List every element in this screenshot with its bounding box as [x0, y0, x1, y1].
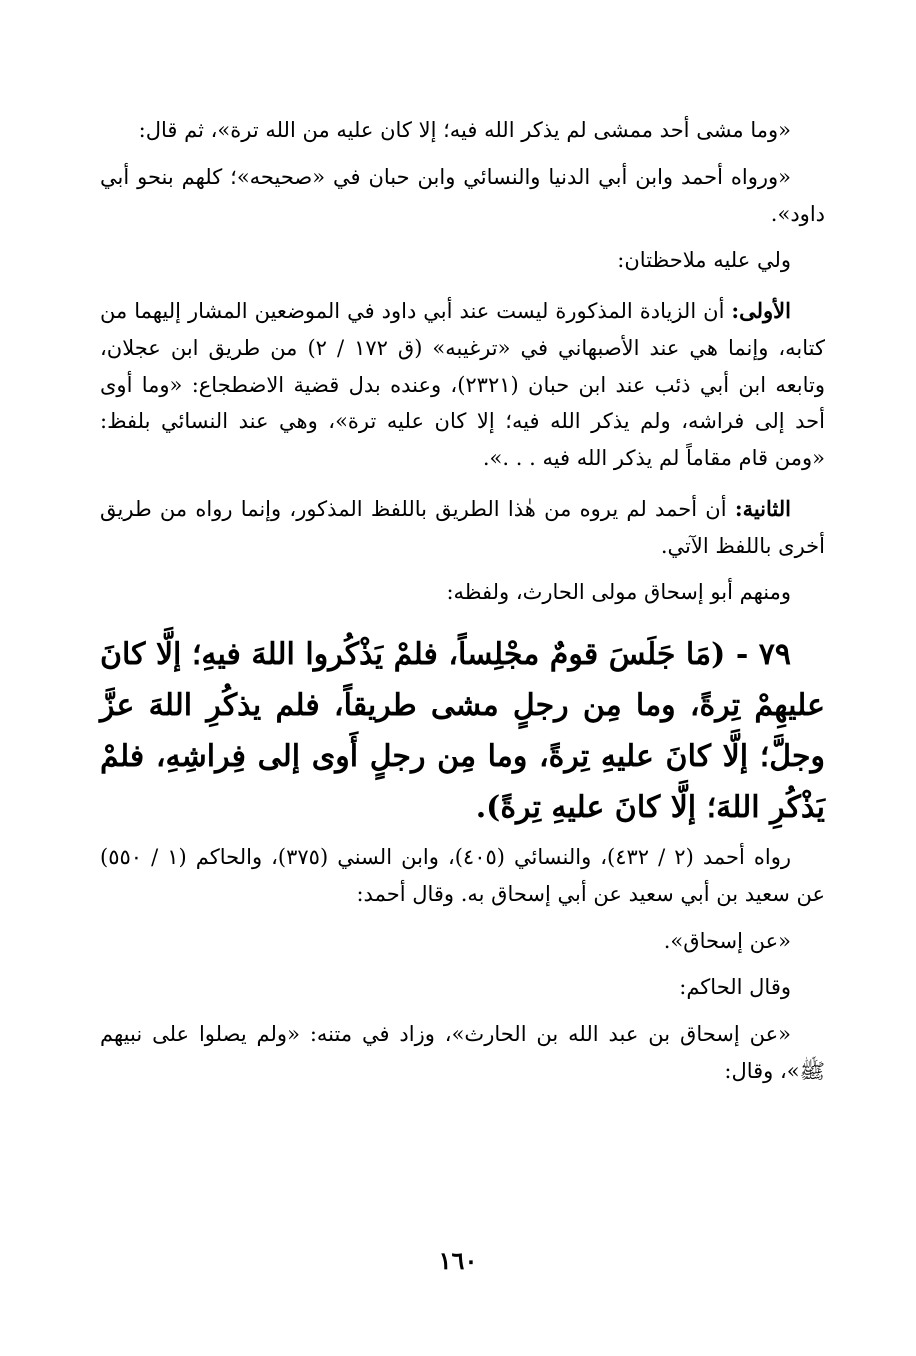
first-remark-label: الأولى: [731, 298, 791, 323]
hadith-79-text: ٧٩ - (مَا جَلَسَ قومٌ مجْلِساً، فلمْ يَذْكُروا اللهَ فيهِ؛ إلَّا كانَ عليهِمْ تِرةً، وما مِن رجلٍ مشى طريقاً، فلم يذكُرِ اللهَ عزَّ وجلَّ؛ إلَّا كانَ عليهِ تِرةً، وما مِن رجلٍ أَوى إلى فِراشِهِ، فلمْ يَذْكُرِ اللهَ؛ إلَّا كانَ عليهِ تِرةً). [100, 637, 825, 825]
paragraph-narrators: «ورواه أحمد وابن أبي الدنيا والنسائي وابن حبان في «صحيحه»؛ كلهم بنحو أبي داود». [100, 164, 825, 226]
second-remark-label: الثانية: [734, 495, 791, 521]
page-number: ١٦٠ [438, 1246, 478, 1275]
paragraph-hakim-said: وقال الحاكم: [679, 975, 791, 1000]
paragraph-remarks-intro: ولي عليه ملاحظتان: [617, 248, 791, 273]
page-body [100, 112, 825, 1090]
first-remark-text: أن الزيادة المذكورة ليست عند أبي داود في الموضعين المشار إليهما من كتابه، وإنما هي عند الأصبهاني في «ترغيبه» (ق ١٧٢ / ٢) من طريق ابن عجلان، وتابعه ابن أبي ذئب عند ابن حبان (٢٣٢١)، وعنده بدل قضية الاضطجاع: «وما أوى أحد إلى فراشه، ولم يذكر الله فيه؛ إلا كان عليه ترة»، وهي عند النسائي بلفظ: «ومن قام مقاماً لم يذكر الله فيه . . .». [100, 299, 825, 470]
paragraph-quote-end: «وما مشى أحد ممشى لم يذكر الله فيه؛ إلا كان عليه من الله ترة»، ثم قال: [138, 118, 791, 142]
paragraph-hakim-quote: «عن إسحاق بن عبد الله بن الحارث»، وزاد في متنه: «ولم يصلوا على نبيهم ﷺ»، وقال: [100, 1022, 825, 1083]
paragraph-takhrij: رواه أحمد (٢ / ٤٣٢)، والنسائي (٤٠٥)، وابن السني (٣٧٥)، والحاكم (١ / ٥٥٠) عن سعيد بن أبي سعيد عن أبي إسحاق به. وقال أحمد: [100, 845, 825, 906]
paragraph-first-remark [100, 293, 825, 477]
paragraph-abu-ishaq: ومنهم أبو إسحاق مولى الحارث، ولفظه: [446, 580, 791, 605]
second-remark-text: أن أحمد لم يروه من هٰذا الطريق باللفظ المذكور، وإنما رواه من طريق أخرى باللفظ الآتي. [100, 496, 825, 558]
paragraph-second-remark [100, 491, 825, 565]
paragraph-an-ishaq: «عن إسحاق». [663, 928, 791, 953]
